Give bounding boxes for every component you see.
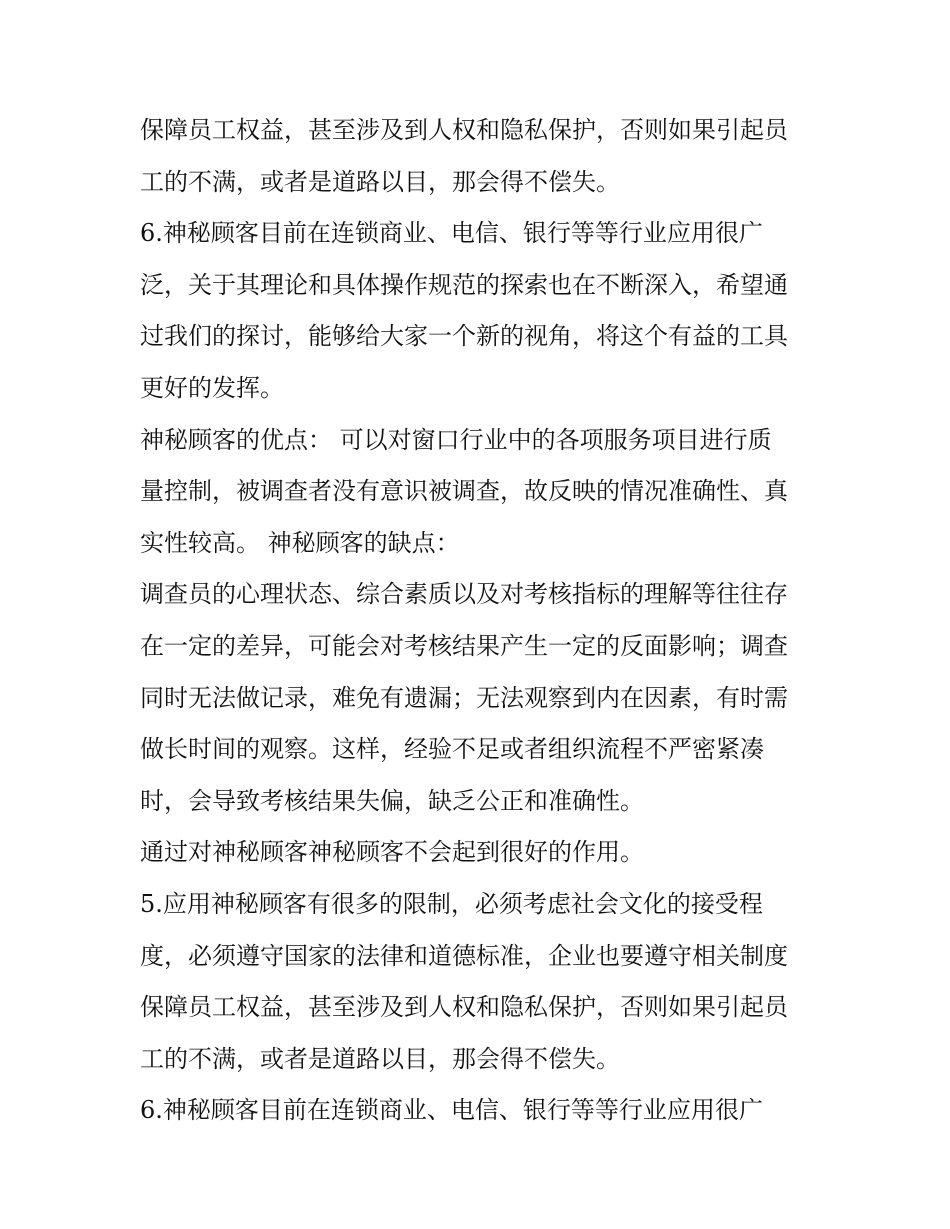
text-line: 6.神秘顾客目前在连锁商业、电信、银行等等行业应用很广 bbox=[140, 219, 763, 248]
text-line: 保障员工权益，甚至涉及到人权和隐私保护，否则如果引起员 bbox=[140, 116, 788, 144]
text-line: 做长时间的观察。这样，经验不足或者组织流程不严密紧凑 bbox=[140, 735, 764, 764]
text-line: 保障员工权益，甚至涉及到人权和隐私保护，否则如果引起员 bbox=[140, 993, 788, 1022]
text-line: 实性较高。 神秘顾客的缺点： bbox=[140, 528, 460, 557]
document-body bbox=[140, 105, 830, 1137]
text-line: 6.神秘顾客目前在连锁商业、电信、银行等等行业应用很广 bbox=[140, 1096, 763, 1125]
text-line: 量控制，被调查者没有意识被调查，故反映的情况准确性、真 bbox=[140, 477, 788, 506]
text-line: 同时无法做记录，难免有遗漏；无法观察到内在因素，有时需 bbox=[140, 683, 788, 712]
text-line: 时，会导致考核结果失偏，缺乏公正和准确性。 bbox=[140, 786, 644, 815]
text-line: 调查员的心理状态、综合素质以及对考核指标的理解等往往存 bbox=[140, 580, 788, 609]
text-line: 通过对神秘顾客神秘顾客不会起到很好的作用。 bbox=[140, 838, 644, 867]
text-line: 工的不满，或者是道路以目，那会得不偿失。 bbox=[140, 167, 620, 196]
text-line: 神秘顾客的优点： 可以对窗口行业中的各项服务项目进行质 bbox=[140, 425, 772, 454]
text-line: 5.应用神秘顾客有很多的限制，必须考虑社会文化的接受程 bbox=[140, 889, 763, 918]
text-line: 在一定的差异，可能会对考核结果产生一定的反面影响；调查 bbox=[140, 631, 788, 660]
text-line: 度，必须遵守国家的法律和道德标准，企业也要遵守相关制度 bbox=[140, 941, 788, 970]
text-line: 过我们的探讨，能够给大家一个新的视角，将这个有益的工具 bbox=[140, 322, 788, 351]
text-line: 工的不满，或者是道路以目，那会得不偿失。 bbox=[140, 1044, 620, 1073]
text-line: 更好的发挥。 bbox=[140, 373, 284, 402]
text-line: 泛，关于其理论和具体操作规范的探索也在不断深入，希望通 bbox=[140, 270, 788, 299]
